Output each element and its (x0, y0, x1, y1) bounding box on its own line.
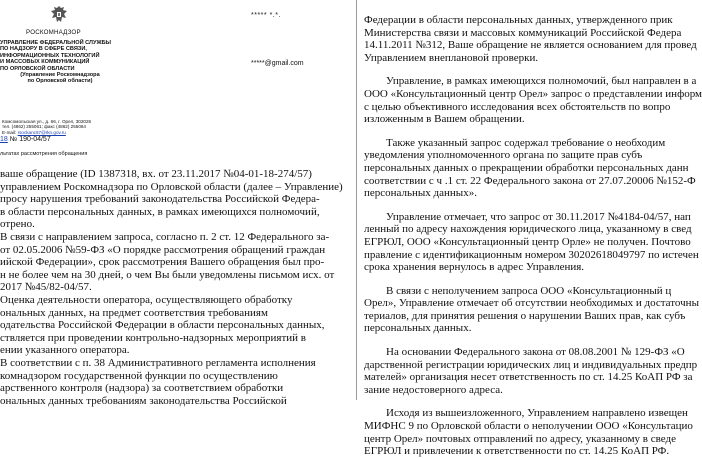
paragraph-7 (364, 407, 700, 457)
body-line: персональных данных». (364, 187, 477, 200)
body-line: Управлением внеплановой проверки. (364, 51, 539, 64)
address-line: Комсомольская ул., д. 66, г. Орел, 302026 (2, 119, 92, 124)
body-line: Управление отмечает, что запрос от 30.11.2017 №4184-04/57, нап (386, 210, 691, 223)
coat-of-arms-emblem (48, 4, 70, 26)
body-line: В соответствии с п. 38 Административного регламента исполнения (0, 356, 316, 369)
subject-line: льтатах рассмотрения обращения (0, 151, 88, 157)
left-body-text (0, 168, 343, 407)
org-short-name: РОСКОМНАДЗОР (26, 29, 81, 36)
org-line: ИНФОРМАЦИОННЫХ ТЕХНОЛОГИЙ (0, 52, 100, 59)
body-line: одательства Российской Федерации в области персональных данных, (0, 319, 325, 332)
body-line: МИФНС 9 по Орловской области о неполучении ООО «Консультацио (364, 420, 693, 433)
org-full-name (0, 40, 120, 85)
body-line: В связи с направлением запроса, согласно п. 2 ст. 12 Федерального за- (0, 230, 330, 243)
body-line: дарственной регистрации юридических лиц и индивидуальных предпр (364, 358, 698, 371)
body-line: ваше обращение (ID 1387318, вх. от 23.11.2017 №04-01-18-274/57) (0, 168, 312, 180)
body-line: Орел», Управление отмечает об отсутствии необходимых и достаточны (364, 297, 699, 310)
org-line: И МАССОВЫХ КОММУНИКАЦИЙ (0, 59, 90, 66)
body-line: н не более чем на 30 дней, о чем Вы были уведомлены письмом исх. от (0, 268, 335, 281)
body-line: На основании Федерального закона от 08.08.2001 № 129-ФЗ «О (386, 346, 685, 359)
body-line: ЕГРЮЛ, ООО «Консультационный центр Орле» не получен. Почтово (364, 235, 691, 248)
body-line: ЕГРЮЛ и привлечении к ответственности по ст. 14.25 КоАП РФ. (364, 445, 670, 458)
body-line: Оценка деятельности оператора, осуществляющего обработку (0, 293, 293, 306)
body-line: 2017 №45/82-04/57. (0, 281, 92, 294)
paragraph-5 (364, 285, 700, 335)
body-line: в области персональных данных, в рамках имеющихся полномочий, (0, 205, 320, 218)
org-line: УПРАВЛЕНИЕ ФЕДЕРАЛЬНОЙ СЛУЖБЫ (0, 40, 112, 46)
right-page (357, 0, 702, 458)
left-page (0, 0, 356, 407)
org-line: ПО НАДЗОРУ В СФЕРЕ СВЯЗИ, (0, 46, 87, 53)
body-line: зание недостоверного адреса. (364, 383, 503, 396)
reference-suffix: № 190-04/57 (7, 136, 51, 143)
body-line: ствляется при проведении контрольно-надзорных мероприятий в (0, 331, 307, 344)
org-email-link[interactable]: rsockanc57@rkn.gov.ru (17, 129, 66, 135)
body-line: уведомления уполномоченного органа по защите прав субъ (364, 149, 643, 162)
org-address (2, 119, 132, 135)
body-line: Управление, в рамках имеющихся полномочий, был направлен в а (386, 75, 697, 88)
body-line: ональных данных, на предмет соответствия требованиям (0, 306, 268, 319)
body-line: просу нарушения требований законодательства Российской Федера- (0, 193, 320, 206)
body-line: центр Орел» почтовых отправлений по адресу, указанному в сведе (364, 432, 676, 445)
org-line: ПО ОРЛОВСКОЙ ОБЛАСТИ (0, 65, 75, 72)
body-line: персональных данных. (364, 322, 472, 335)
reference-line (0, 136, 51, 143)
body-line: арственного контроля (надзора) за соответствием обработки (0, 382, 284, 395)
recipient-email: *****@gmail.com (251, 60, 304, 67)
body-line: Министерства связи и массовых коммуникаций Российской Федера (364, 26, 682, 39)
recipient-name: ***** *.*. (251, 12, 281, 19)
reference-number: 18 (0, 136, 8, 143)
paragraph-6 (364, 346, 700, 396)
body-line: с целью объективного исследования всех обстоятельств по вопро (364, 100, 671, 113)
body-line: ении указанного оператора. (0, 344, 130, 357)
paragraph-4 (364, 211, 700, 274)
body-line: 14.11.2011 №312, Ваше обращение не является основанием для провед (364, 39, 697, 52)
body-line: ийской Федерации», срок рассмотрения Вашего обращения был про- (0, 256, 325, 269)
address-line: E-mail: rsockanc57@rkn.gov.ru (2, 129, 66, 135)
body-line: соответствии с ч .1 ст. 22 Федерального закона от 27.07.20006 №152-Ф (364, 174, 696, 187)
body-line: правление с идентификационным номером 30202618049797 по истечен (364, 248, 699, 261)
body-line: Исходя из вышеизложенного, Управлением направлено извещен (386, 407, 688, 420)
body-line: Также указанный запрос содержал требование о необходим (386, 136, 666, 149)
body-line: ленный по адресу нахождения юридического лица, указанному в свед (364, 223, 692, 236)
body-line: срока хранения вернулось в адрес Управления. (364, 261, 585, 274)
paragraph-3 (364, 137, 700, 200)
paragraph-2 (364, 75, 700, 125)
body-line: териалов, для принятия решения о нарушении Ваших прав, как субъ (364, 309, 686, 322)
body-line: управлением Роскомнадзора по Орловской области (далее – Управление) (0, 180, 343, 193)
address-line: тел. (4862) 255061; факс (4862) 255064 (2, 124, 86, 130)
body-line: ООО «Консультационный центр Орел» запрос о представлении информ (364, 87, 702, 100)
body-line: ональных данных требованиям законодательства Российской (0, 394, 287, 407)
body-line: мателей» организация несет ответственность по ст. 14.25 КоАП РФ за (364, 371, 693, 384)
org-sub-line: по Орловской области) (27, 78, 93, 85)
paragraph-1 (364, 14, 700, 64)
body-line: изложенным в Вашем обращении. (364, 113, 525, 126)
body-line: отрено. (0, 218, 35, 231)
body-line: персональных данных о прекращении обработки персональных данн (364, 161, 689, 174)
body-line: В связи с неполучением запроса ООО «Консультационный ц (386, 284, 672, 297)
right-body-text (364, 14, 700, 458)
org-sub-line: (Управление Роскомнадзора (20, 72, 100, 79)
body-line: Федерации в области персональных данных, утвержденного прик (364, 14, 673, 26)
body-line: от 02.05.2006 №59-ФЗ «О порядке рассмотрения обращений граждан (0, 243, 326, 256)
body-line: комнадзором государственной функции по осуществлению (0, 369, 278, 382)
